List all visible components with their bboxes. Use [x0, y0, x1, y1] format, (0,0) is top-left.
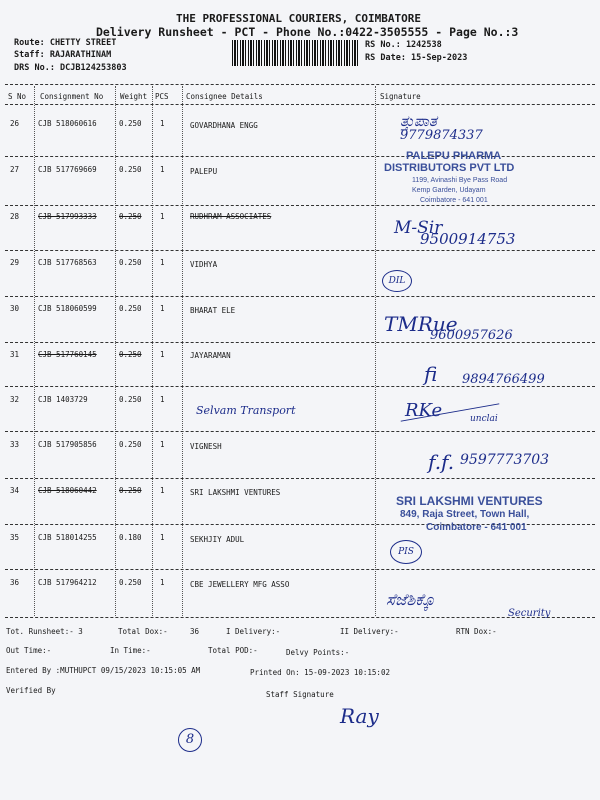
- row-pcs: 1: [160, 533, 165, 542]
- header-top-rule: [5, 84, 595, 85]
- company-stamp: SRI LAKSHMI VENTURES: [396, 494, 543, 508]
- row-consignee: VIGNESH: [190, 442, 222, 451]
- company-stamp: PALEPU PHARMA: [406, 150, 502, 162]
- stamp-address: Coimbatore - 641 001: [426, 522, 527, 533]
- col-sno: S No: [8, 92, 27, 101]
- row-sno: 31: [10, 350, 20, 359]
- in-time: In Time:-: [110, 646, 151, 655]
- drs-label: DRS No.: DCJB124253803: [14, 63, 127, 73]
- runsheet-subtitle: Delivery Runsheet - PCT - Phone No.:0422-3505555 - Page No.:3: [96, 25, 519, 39]
- row-weight: 0.250: [119, 395, 142, 404]
- row-pcs: 1: [160, 578, 165, 587]
- row-pcs: 1: [160, 304, 165, 313]
- rtn-dox: RTN Dox:-: [456, 627, 497, 636]
- row-weight: 0.250: [119, 119, 142, 128]
- signature-phone: 9597773703: [460, 452, 550, 468]
- signature-phone: 9779874337: [400, 128, 483, 143]
- col-separator: [152, 86, 153, 616]
- total-dox-label: Total Dox:-: [118, 627, 168, 636]
- row-rule: [5, 431, 595, 432]
- row-consignee: SRI LAKSHMI VENTURES: [190, 488, 281, 497]
- row-consignment: CJB 518014255: [38, 533, 97, 542]
- col-separator: [34, 86, 35, 616]
- row-consignment: CJB 517760145: [38, 350, 97, 359]
- col-pcs: PCS: [155, 92, 169, 101]
- signature-phone: 9600957626: [430, 328, 513, 343]
- header-bottom-rule: [5, 104, 595, 105]
- col-consignment: Consignment No: [40, 92, 104, 101]
- signature-mark: fi: [424, 362, 438, 386]
- staff-signature: Ray: [340, 704, 379, 728]
- stamp-address: Kemp Garden, Udayam: [412, 187, 486, 194]
- staff-signature-label: Staff Signature: [266, 690, 334, 699]
- row-pcs: 1: [160, 440, 165, 449]
- out-time: Out Time:-: [6, 646, 52, 655]
- signature-mark: TMRue: [384, 312, 458, 336]
- page-mark: 8: [178, 728, 202, 752]
- barcode: [232, 40, 360, 66]
- col-separator: [115, 86, 116, 616]
- row-weight: 0.250: [119, 440, 142, 449]
- stamp-address: 849, Raja Street, Town Hall,: [400, 509, 530, 520]
- ii-delivery: II Delivery:-: [340, 627, 399, 636]
- rs-date-label: RS Date: 15-Sep-2023: [365, 53, 468, 63]
- signature-mark: ತ್ತುಪಾತ: [400, 112, 437, 130]
- signature-phone: 9894766499: [462, 372, 545, 387]
- route-label: Route: CHETTY STREET: [14, 38, 117, 48]
- verified-by: Verified By: [6, 686, 56, 695]
- row-rule: [5, 156, 595, 157]
- delvy-points: Delvy Points:-: [286, 648, 350, 657]
- col-weight: Weight: [120, 92, 148, 101]
- row-consignee: VIDHYA: [190, 260, 218, 269]
- row-pcs: 1: [160, 258, 165, 267]
- row-sno: 29: [10, 258, 20, 267]
- row-consignee: RUDHRAM ASSOCIATES: [190, 212, 272, 221]
- row-weight: 0.250: [119, 486, 142, 495]
- row-pcs: 1: [160, 395, 165, 404]
- row-weight: 0.250: [119, 212, 142, 221]
- signature-mark: ಸೆಜೆಶಿಕ್ಕೊ: [386, 590, 435, 609]
- signature-name: M-Sir: [394, 218, 443, 238]
- row-weight: 0.250: [119, 304, 142, 313]
- stamp-address: Coimbatore - 641 001: [420, 197, 488, 204]
- row-consignee: JAYARAMAN: [190, 351, 231, 360]
- row-consignee: GOVARDHANA ENGG: [190, 121, 258, 130]
- signature-mark: RKe: [405, 400, 443, 421]
- row-sno: 28: [10, 212, 20, 221]
- row-sno: 32: [10, 395, 20, 404]
- row-rule: [5, 296, 595, 297]
- delivery-mark: PIS: [390, 540, 422, 564]
- staff-label: Staff: RAJARATHINAM: [14, 50, 112, 60]
- company-title: THE PROFESSIONAL COURIERS, COIMBATORE: [176, 12, 422, 25]
- entered-by: Entered By :MUTHUPCT 09/15/2023 10:15:05 AM: [6, 666, 201, 675]
- row-consignee: CBE JEWELLERY MFG ASSO: [190, 580, 290, 589]
- row-consignment: CJB 517964212: [38, 578, 97, 587]
- row-rule: [5, 569, 595, 570]
- row-consignment: CJB 518060442: [38, 486, 97, 495]
- row-consignment: CJB 518060616: [38, 119, 97, 128]
- row-sno: 30: [10, 304, 20, 313]
- row-sno: 27: [10, 165, 20, 174]
- tot-runsheet: Tot. Runsheet:- 3: [6, 627, 83, 636]
- signature-mark: f.f.: [428, 450, 455, 474]
- handwritten-note: Selvam Transport: [196, 404, 296, 417]
- row-sno: 36: [10, 578, 20, 587]
- row-rule: [5, 205, 595, 206]
- row-sno: 34: [10, 486, 20, 495]
- row-pcs: 1: [160, 350, 165, 359]
- row-pcs: 1: [160, 165, 165, 174]
- handwritten-note: unclai: [470, 414, 498, 424]
- row-pcs: 1: [160, 486, 165, 495]
- col-separator: [375, 86, 376, 616]
- row-weight: 0.250: [119, 258, 142, 267]
- printed-on: Printed On: 15-09-2023 10:15:02: [250, 668, 390, 677]
- row-pcs: 1: [160, 119, 165, 128]
- col-consignee: Consignee Details: [186, 92, 263, 101]
- row-consignment: CJB 517768563: [38, 258, 97, 267]
- total-dox-value: 36: [190, 627, 200, 636]
- row-weight: 0.180: [119, 533, 142, 542]
- total-pod: Total POD:-: [208, 646, 258, 655]
- row-sno: 33: [10, 440, 20, 449]
- stamp-address: 1199, Avinashi Bye Pass Road: [412, 177, 508, 184]
- row-weight: 0.250: [119, 165, 142, 174]
- col-signature: Signature: [380, 92, 421, 101]
- row-consignment: CJB 1403729: [38, 395, 88, 404]
- row-consignment: CJB 517993333: [38, 212, 97, 221]
- i-delivery: I Delivery:-: [226, 627, 281, 636]
- rs-no-label: RS No.: 1242538: [365, 40, 442, 50]
- row-sno: 35: [10, 533, 20, 542]
- row-pcs: 1: [160, 212, 165, 221]
- row-rule: [5, 478, 595, 479]
- row-sno: 26: [10, 119, 20, 128]
- row-consignee: SEKHJIY ADUL: [190, 535, 245, 544]
- col-separator: [182, 86, 183, 616]
- signature-phone: 9500914753: [420, 230, 516, 248]
- row-consignment: CJB 517905856: [38, 440, 97, 449]
- row-consignment: CJB 518060599: [38, 304, 97, 313]
- row-rule: [5, 250, 595, 251]
- row-consignee: BHARAT ELE: [190, 306, 236, 315]
- delivery-mark: DIL: [382, 270, 412, 292]
- row-weight: 0.250: [119, 350, 142, 359]
- row-weight: 0.250: [119, 578, 142, 587]
- row-consignment: CJB 517769669: [38, 165, 97, 174]
- company-stamp: DISTRIBUTORS PVT LTD: [384, 162, 515, 174]
- handwritten-note: Security: [508, 608, 551, 619]
- row-consignee: PALEPU: [190, 167, 218, 176]
- table-bottom-rule: [5, 617, 595, 618]
